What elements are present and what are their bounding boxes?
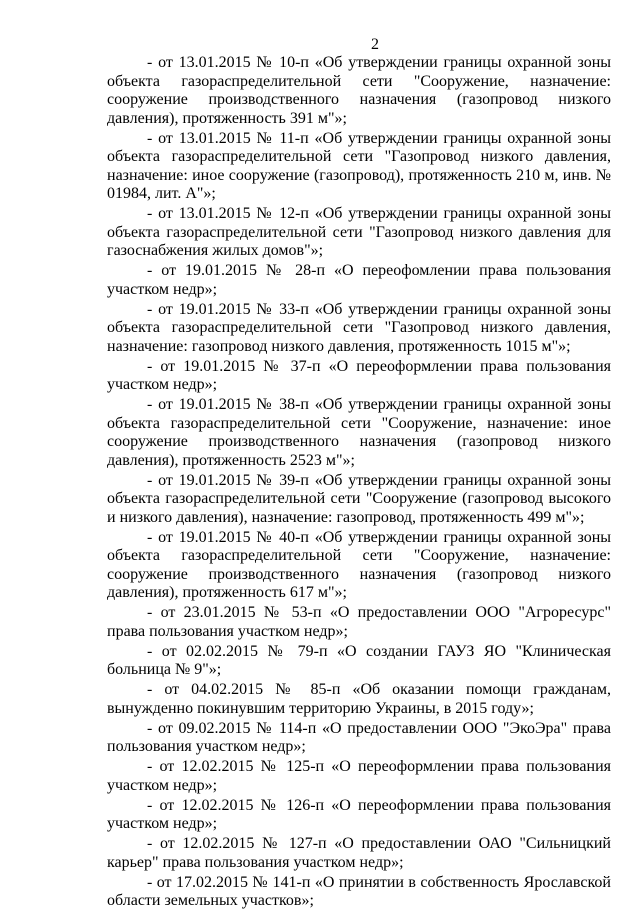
list-item: - от 23.01.2015 № 53-п «О предоставлении ООО "Агроресурс" права пользования участком недр»; xyxy=(107,604,611,643)
list-item: - от 12.02.2015 № 127-п «О предоставлении ОАО "Сильницкий карьер" права пользования участком недр»; xyxy=(107,835,611,874)
list-item: - от 19.01.2015 № 28-п «О переофомлении права пользования участком недр»; xyxy=(107,262,611,301)
list-item: - от 13.01.2015 № 12-п «Об утверждении границы охранной зоны объекта газораспределительной сети "Газопровод низкого давления для газоснабжения жилых домов"»; xyxy=(107,205,611,262)
list-item: - от 19.01.2015 № 37-п «О переоформлении права пользования участком недр»; xyxy=(107,358,611,397)
list-item: - от 02.02.2015 № 79-п «О создании ГАУЗ ЯО "Клиническая больница № 9"»; xyxy=(107,643,611,682)
list-item: - от 19.01.2015 № 39-п «Об утверждении границы охранной зоны объекта газораспределительной сети "Сооружение (газопровод высокого и низкого давления), назначение: газопровод, протяженность 499 м"»; xyxy=(107,472,611,529)
list-item: - от 19.01.2015 № 33-п «Об утверждении границы охранной зоны объекта газораспределительной сети "Газопровод низкого давления, назначение: газопровод низкого давления, протяженность 1015 м"»; xyxy=(107,301,611,358)
list-item: - от 13.01.2015 № 11-п «Об утверждении границы охранной зоны объекта газораспределительной сети "Газопровод низкого давления, назначение: иное сооружение (газопровод), протяженность 210 м, инв. № 01984, лит. А"»; xyxy=(107,130,611,206)
document-page xyxy=(107,36,611,912)
list-item: - от 13.01.2015 № 10-п «Об утверждении границы охранной зоны объекта газораспределительной сети "Сооружение, назначение: сооружение производственного назначения (газопровод низкого давления), протяженность 391 м"»; xyxy=(107,54,611,130)
list-item: - от 09.02.2015 № 114-п «О предоставлении ООО "ЭкоЭра" права пользования участком недр»; xyxy=(107,720,611,759)
list-item: - от 19.01.2015 № 40-п «Об утверждении границы охранной зоны объекта газораспределительной сети "Сооружение, назначение: сооружение производственного назначения (газопровод низкого давления), протяженность 617 м"»; xyxy=(107,529,611,605)
list-item: - от 04.02.2015 № 85-п «Об оказании помощи гражданам, вынужденно покинувшим территорию Украины, в 2015 году»; xyxy=(107,681,611,720)
page-number: 2 xyxy=(139,36,611,54)
list-item: - от 12.02.2015 № 125-п «О переоформлении права пользования участком недр»; xyxy=(107,758,611,797)
list-item: - от 17.02.2015 № 141-п «О принятии в собственность Ярославской области земельных участков»; xyxy=(107,874,611,912)
list-item: - от 19.01.2015 № 38-п «Об утверждении границы охранной зоны объекта газораспределительной сети "Сооружение, назначение: иное сооружение производственного назначения (газопровод низкого давления), протяженность 2523 м"»; xyxy=(107,396,611,472)
list-item: - от 12.02.2015 № 126-п «О переоформлении права пользования участком недр»; xyxy=(107,797,611,836)
